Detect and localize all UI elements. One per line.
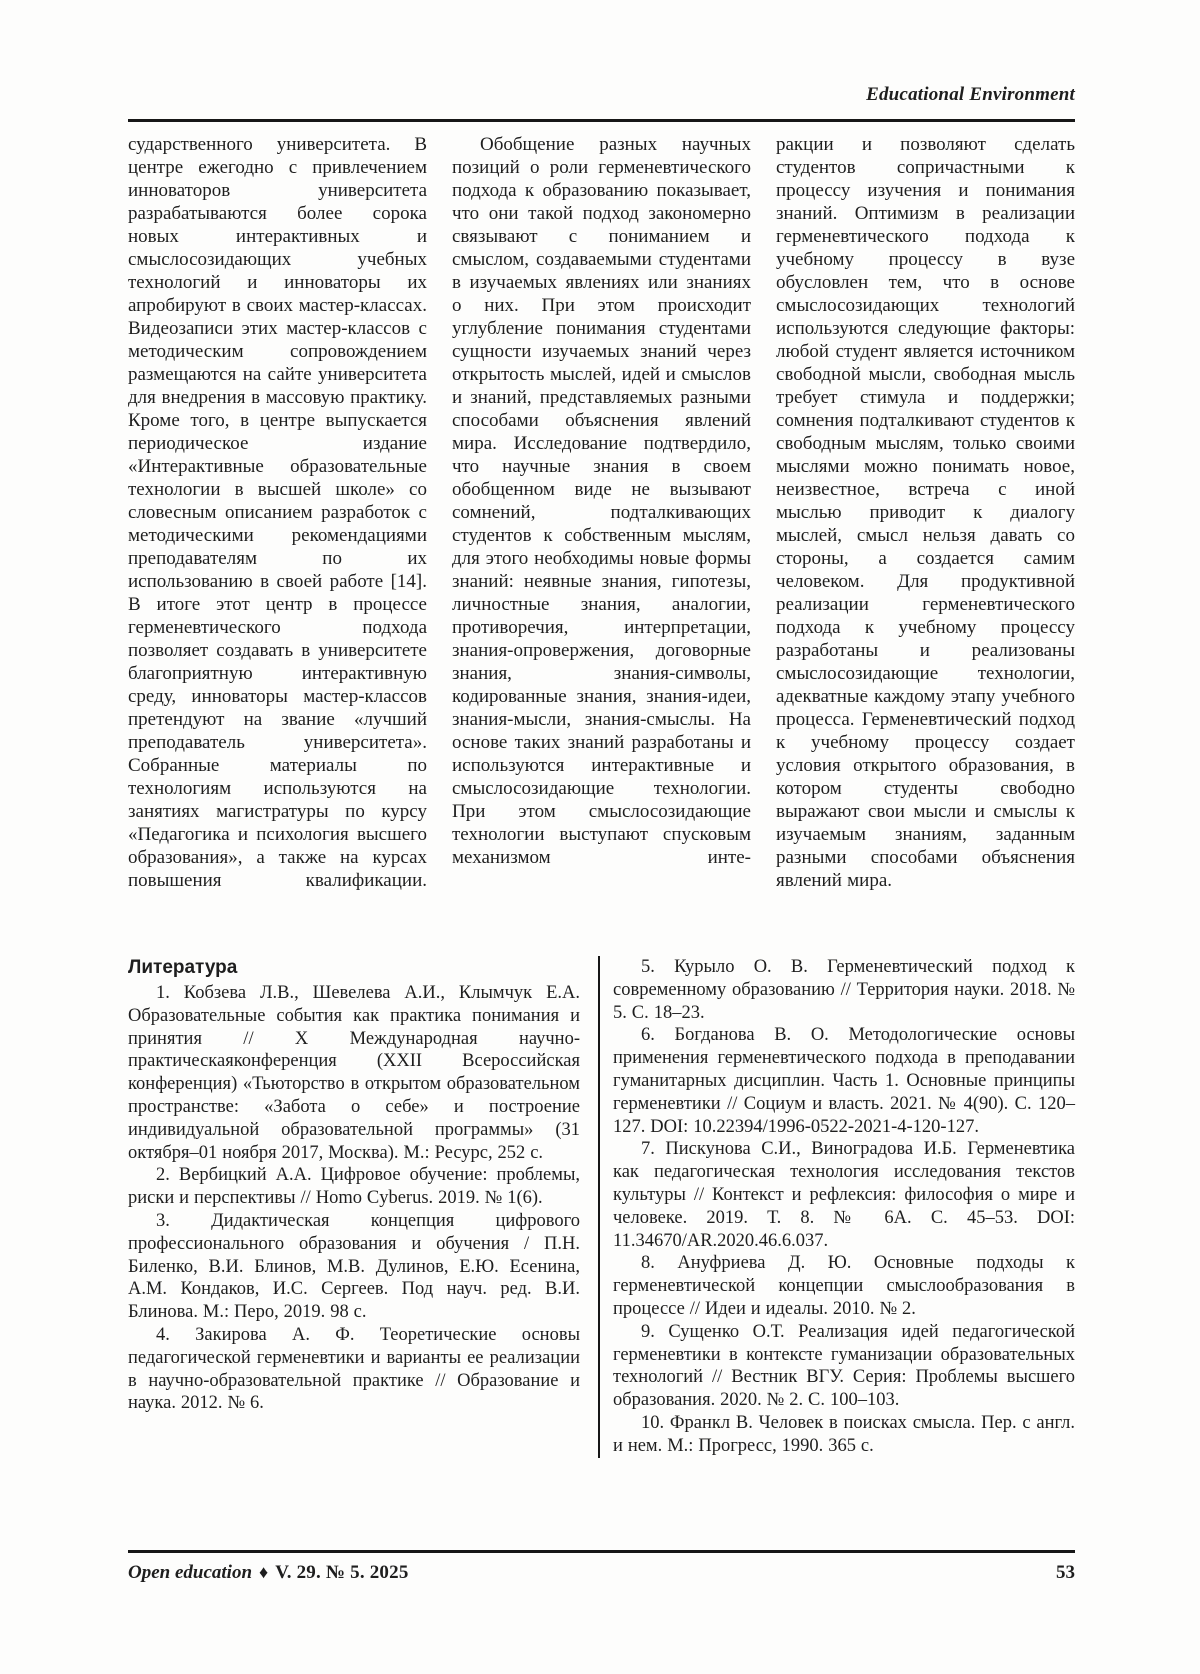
footer-rule — [128, 1550, 1075, 1553]
reference-item-5: 5. Курыло О. В. Герменевтический подход к современному образованию // Территория науки. 2018. № 5. С. 18–23. — [613, 957, 1075, 1023]
issue-info: V. 29. № 5. 2025 — [275, 1562, 409, 1583]
running-head: Educational Environment — [866, 84, 1075, 105]
body-paragraph-col1: сударственного университета. В центре ежегодно с привлечением инноваторов университета разрабатываются более сорока новых интерактивных и смыслосозидающих учебных технологий и инноваторы их апробируют в своих мастер-классах. Видеозаписи этих мастер-классов с методическим сопровождением размещаются на сайте университета для внедрения в массовую практику. Кроме того, в центре выпускается периодическое издание «Интерактивные образовательные технологии в высшей школе» со словесным описанием разработок с методическими рекомендациями преподавателям по их использованию в своей работе [14]. В итоге этот центр в процессе герменевтического подхода позволяет создавать в университете благоприятную интерактивную среду, инноваторы мастер-классов претендуют на звание «лучший преподаватель университета». Собранные материалы по технологиям используются на занятиях магистратуры по курсу «Педагогика и психология высшего образования», а также на курсах повышения квалификации. — [128, 134, 427, 891]
text-column-1 — [128, 133, 427, 892]
header-rule — [128, 119, 1075, 122]
column-divider — [598, 956, 600, 1458]
footer — [128, 1562, 1075, 1584]
reference-item-3: 3. Дидактическая концепция цифрового профессионального образования и обучения / П.Н. Биленко, В.И. Блинов, М.В. Дулинов, Е.Ю. Есенина, А.М. Кондаков, И.С. Сергеев. Под науч. ред. В.И. Блинова. М.: Перо, 2019. 98 с. — [128, 1210, 580, 1323]
reference-item-8: 8. Ануфриева Д. Ю. Основные подходы к герменевтической концепции смыслообразования в процессе // Идеи и идеалы. 2010. № 2. — [613, 1253, 1075, 1319]
body-paragraph-col2: Обобщение разных научных позиций о роли герменевтического подхода к образованию показывает, что они такой подход закономерно связывают с пониманием и смыслом, создаваемыми студентами в изучаемых явлениях или знаниях о них. При этом происходит углубление понимания студентами сущности изучаемых знаний через открытость мыслей, идей и смыслов и знаний, представляемых разными способами объяснения явлений мира. Исследование подтвердило, что научные знания в своем обобщенном виде не вызывают сомнений, подталкивающих студентов к собственным мыслям, для этого необходимы новые формы знаний: неявные знания, гипотезы, личностные знания, аналогии, противоречия, интерпретации, знания-опровержения, договорные знания, знания-символы, кодированные знания, знания-идеи, знания-мысли, знания-смыслы. На основе таких знаний разработаны и используются интерактивные и смыслосозидающие технологии. При этом смыслосозидающие технологии выступают спусковым механизмом инте- — [452, 134, 751, 868]
article-body — [128, 133, 1075, 892]
references-column-left — [128, 956, 580, 1458]
journal-name: Open education — [128, 1562, 253, 1583]
page-number: 53 — [1056, 1562, 1075, 1583]
reference-item-10: 10. Франкл В. Человек в поисках смысла. Пер. с англ. и нем. М.: Прогресс, 1990. 365 с. — [613, 1412, 1075, 1456]
reference-item-7: 7. Пискунова С.И., Виноградова И.Б. Герменевтика как педагогическая технология исследования текстов культуры // Контекст и рефлексия: философия о мире и человеке. 2019. Т. 8. № 6А. С. 45–53. DOI: 11.34670/AR.2020.46.6.037. — [613, 1139, 1075, 1251]
references-column-right — [613, 956, 1075, 1458]
reference-item-6: 6. Богданова В. О. Методологические основы применения герменевтического подхода в преподавании гуманитарных дисциплин. Часть 1. Основные принципы герменевтики // Социум и власть. 2021. № 4(90). С. 120–127. DOI: 10.22394/1996-0522-2021-4-120-127. — [613, 1025, 1075, 1137]
body-paragraph-col3: ракции и позволяют сделать студентов сопричастными к процессу изучения и понимания знаний. Оптимизм в реализации герменевтического подхода к учебному процессу в вузе обусловлен тем, что в основе смыслосозидающих технологий используются следующие факторы: любой студент является источником свободной мысли, свободная мысль требует стимула и поддержки; сомнения подталкивают студентов к свободным мыслям, только своими мыслями можно понимать новое, неизвестное, встреча с иной мыслью приводит к диалогу мыслей, смысл нельзя давать со стороны, а создается самим человеком. Для продуктивной реализации герменевтического подхода к учебному процессу разработаны и реализованы смыслосозидающие технологии, адекватные каждому этапу учебного процесса. Герменевтический подход к учебному процессу создает условия открытого образования, в котором студенты свободно выражают свои мысли и смыслы к изучаемым знаниям, заданным разными способами объяснения явлений мира. — [776, 134, 1075, 891]
reference-item-9: 9. Сущенко О.Т. Реализация идей педагогической герменевтики в контексте гуманизации образовательных технологий // Вестник ВГУ. Серия: Проблемы высшего образования. 2020. № 2. С. 100–103. — [613, 1321, 1075, 1411]
reference-item-4: 4. Закирова А. Ф. Теоретические основы педагогической герменевтики и варианты ее реализации в научно-образовательной практике // Образование и наука. 2012. № 6. — [128, 1324, 580, 1414]
references-heading: Литература — [128, 957, 238, 978]
footer-journal-info — [128, 1562, 409, 1584]
diamond-icon: ♦ — [259, 1562, 269, 1582]
text-column-2 — [452, 133, 751, 892]
reference-item-1: 1. Кобзева Л.В., Шевелева А.И., Клымчук Е.А. Образовательные события как практика понимания и принятия // X Международная научно-практическаяконференция (XXII Всероссийская конференция) «Тьюторство в открытом образовательном пространстве: «Забота о себе» и построение индивидуальной образовательной программы» (31 октября–01 ноября 2017, Москва). М.: Ресурс, 252 с. — [128, 983, 580, 1163]
reference-item-2: 2. Вербицкий А.А. Цифровое обучение: проблемы, риски и перспективы // Homo Cyberus. 2019. № 1(6). — [128, 1165, 580, 1209]
text-column-3 — [776, 133, 1075, 892]
references-section — [128, 956, 1075, 1458]
